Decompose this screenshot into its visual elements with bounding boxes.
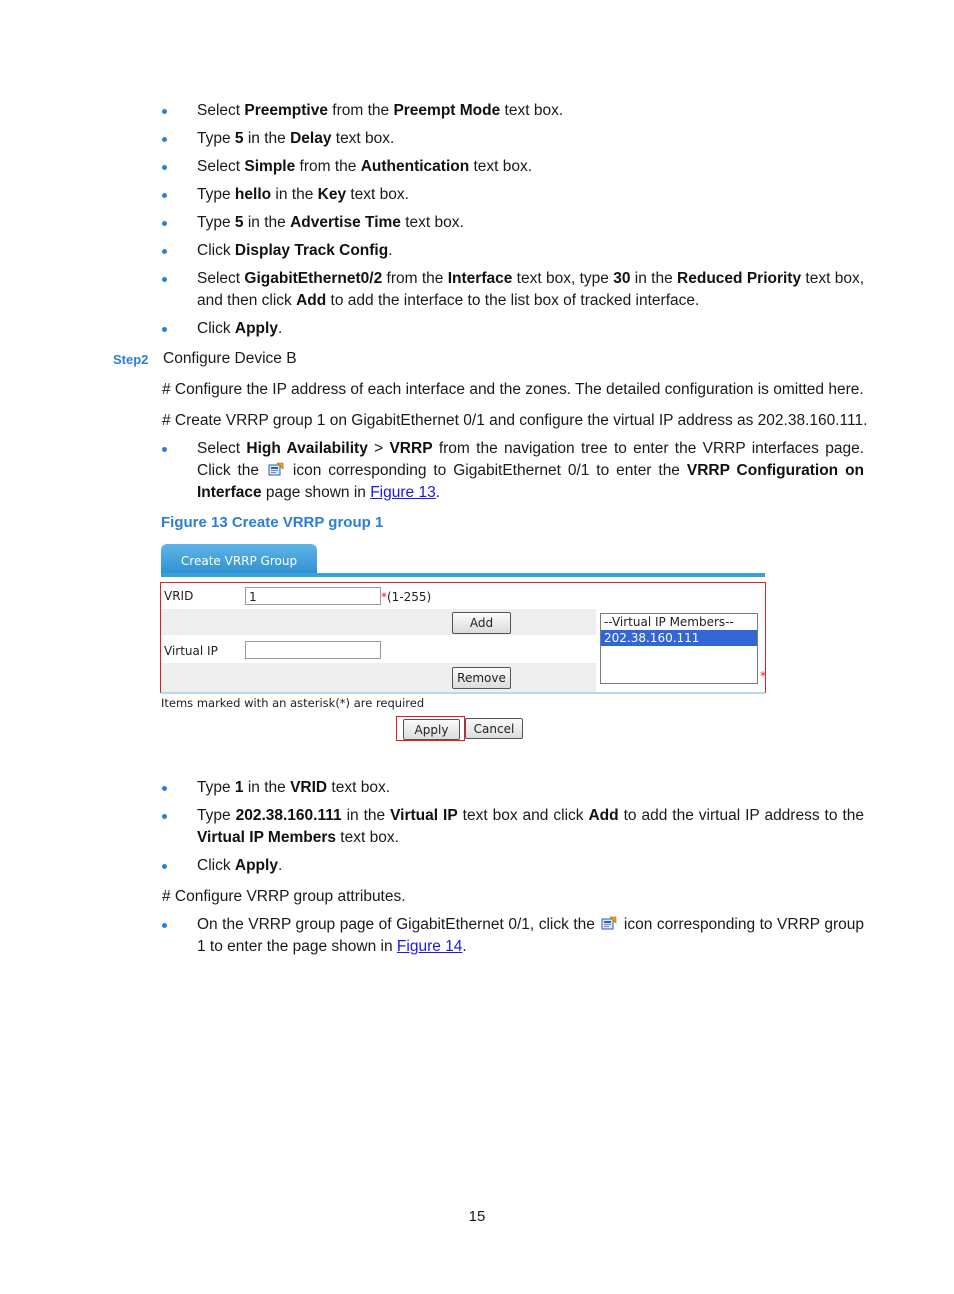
bullet-dot xyxy=(162,786,167,791)
text-run: text box, type xyxy=(512,270,614,287)
text-run: from the xyxy=(382,270,448,287)
bold-term: GigabitEthernet0/2 xyxy=(244,270,383,287)
text-run: Type xyxy=(197,779,235,796)
list-item xyxy=(160,240,864,262)
text-run: Select xyxy=(197,102,245,119)
text-run: from the navigation tree to enter the VRRP interfaces page. Click the xyxy=(197,440,865,479)
figure-link[interactable]: Figure 14 xyxy=(396,938,463,955)
text-run: Click xyxy=(197,320,235,337)
vrid-hint xyxy=(381,590,431,604)
bullet-dot xyxy=(162,447,167,452)
bullet-dot xyxy=(162,249,167,254)
text-run: text box. xyxy=(400,214,464,231)
list-item xyxy=(160,100,864,122)
bold-term: VRRP xyxy=(389,440,433,457)
text-run: to add the interface to the list box of tracked interface. xyxy=(326,292,700,309)
paragraph-configure-ip: # Configure the IP address of each interface and the zones. The detailed configuration is omitted here. xyxy=(162,381,864,398)
bold-term: Apply xyxy=(234,857,278,874)
text-run: On the VRRP group page of GigabitEthernet 0/1, click the xyxy=(197,916,600,933)
bold-term: 30 xyxy=(613,270,631,287)
text-run: in the xyxy=(243,779,291,796)
text-run: Type xyxy=(197,130,235,147)
text-run: page shown in xyxy=(261,484,371,501)
bold-term: Display Track Config xyxy=(234,242,389,259)
virtual-ip-members-listbox[interactable] xyxy=(600,613,758,684)
text-run: to add the virtual IP address to the xyxy=(618,807,864,824)
bold-term: VRRP Configuration on Interface xyxy=(197,462,864,501)
figure-create-vrrp-group xyxy=(160,544,768,744)
bullet-list-figure-steps xyxy=(160,777,864,883)
tab-underline xyxy=(161,573,765,577)
list-item xyxy=(160,805,864,849)
cancel-button[interactable]: Cancel xyxy=(465,718,523,739)
bold-term: Simple xyxy=(244,158,296,175)
required-star: * xyxy=(381,590,387,604)
bold-term: Preemptive xyxy=(244,102,328,119)
bold-term: Virtual IP Members xyxy=(197,829,336,846)
text-run: text box. xyxy=(336,829,399,846)
figure-link[interactable]: Figure 13 xyxy=(370,484,436,501)
bullet-dot xyxy=(162,277,167,282)
list-item xyxy=(160,268,864,312)
text-run: text box and click xyxy=(457,807,589,824)
list-item xyxy=(160,777,864,799)
virtual-ip-input[interactable] xyxy=(245,641,381,659)
bold-term: 1 xyxy=(234,779,244,796)
bold-term: High Availability xyxy=(246,440,368,457)
vrid-input[interactable]: 1 xyxy=(245,587,381,605)
text-run: icon corresponding to VRRP group 1 to enter the page shown in xyxy=(197,916,864,955)
bullet-dot xyxy=(162,165,167,170)
member-option-selected[interactable]: 202.38.160.111 xyxy=(601,630,757,646)
bold-term: Virtual IP xyxy=(390,807,458,824)
text-run: text box, and then click xyxy=(197,270,865,309)
text-run: . xyxy=(277,857,283,874)
text-run: text box. xyxy=(500,102,564,119)
add-button[interactable]: Add xyxy=(452,612,511,634)
bold-term: Interface xyxy=(447,270,513,287)
text-run: in the xyxy=(243,214,291,231)
config-icon xyxy=(268,462,284,477)
bullet-list-device-a xyxy=(160,100,864,346)
list-item xyxy=(160,156,864,178)
list-item xyxy=(160,128,864,150)
config-icon xyxy=(601,916,617,931)
text-run: in the xyxy=(243,130,291,147)
bold-term: Apply xyxy=(234,320,278,337)
bullet-dot xyxy=(162,864,167,869)
text-run: from the xyxy=(327,102,394,119)
text-run: text box. xyxy=(331,130,395,147)
list-item xyxy=(160,318,864,340)
text-run: Click xyxy=(197,857,235,874)
bold-term: Key xyxy=(317,186,347,203)
form-row-band xyxy=(161,663,596,692)
text-run: > xyxy=(367,440,390,457)
list-item xyxy=(160,438,864,504)
bold-term: 5 xyxy=(234,130,244,147)
bullet-dot xyxy=(162,923,167,928)
remove-button[interactable]: Remove xyxy=(452,667,511,689)
bullet-list-navigation xyxy=(160,438,864,510)
text-run: . xyxy=(388,242,393,259)
paragraph-configure-attributes: # Configure VRRP group attributes. xyxy=(162,888,406,905)
list-item xyxy=(160,914,864,958)
bullet-list-group-page xyxy=(160,914,864,964)
page-number: 15 xyxy=(468,1208,486,1225)
text-run: text box. xyxy=(469,158,533,175)
bold-term: Preempt Mode xyxy=(393,102,501,119)
text-run: text box. xyxy=(346,186,409,203)
paragraph-create-vrrp: # Create VRRP group 1 on GigabitEthernet 0/1 and configure the virtual IP address as 202.38.160.111. xyxy=(162,412,868,429)
step-title: Configure Device B xyxy=(163,350,297,367)
text-run: . xyxy=(435,484,440,501)
divider xyxy=(161,692,765,694)
bold-term: Reduced Priority xyxy=(677,270,802,287)
text-run: Click xyxy=(197,242,235,259)
step-label: Step2 xyxy=(113,352,149,367)
required-note: Items marked with an asterisk(*) are required xyxy=(161,696,425,710)
text-run: in the xyxy=(271,186,318,203)
text-run: Type xyxy=(197,807,236,824)
form-box xyxy=(160,582,766,693)
apply-button[interactable]: Apply xyxy=(403,719,460,740)
bold-term: Delay xyxy=(290,130,332,147)
required-star: * xyxy=(760,669,766,683)
form-row-band xyxy=(161,609,596,635)
text-run: Type xyxy=(197,186,235,203)
bullet-dot xyxy=(162,221,167,226)
list-item xyxy=(160,855,864,877)
tab-create-vrrp-group[interactable]: Create VRRP Group xyxy=(161,544,317,574)
bullet-dot xyxy=(162,327,167,332)
text-run: text box. xyxy=(327,779,391,796)
text-run: Type xyxy=(197,214,235,231)
bullet-dot xyxy=(162,137,167,142)
list-item xyxy=(160,184,864,206)
bullet-dot xyxy=(162,193,167,198)
bullet-dot xyxy=(162,109,167,114)
vrid-label: VRID xyxy=(164,589,194,603)
bold-term: Advertise Time xyxy=(290,214,401,231)
text-run: in the xyxy=(341,807,391,824)
bold-term: 5 xyxy=(234,214,244,231)
bold-term: hello xyxy=(234,186,272,203)
text-run: Select xyxy=(197,158,245,175)
text-run: from the xyxy=(295,158,361,175)
members-header-option[interactable]: --Virtual IP Members-- xyxy=(604,615,734,629)
text-run: icon corresponding to GigabitEthernet 0/1 to enter the xyxy=(285,462,687,479)
bold-term: 202.38.160.111 xyxy=(235,807,342,824)
bold-term: Add xyxy=(296,292,327,309)
text-run: . xyxy=(462,938,467,955)
figure-caption: Figure 13 Create VRRP group 1 xyxy=(161,514,384,531)
text-run: Select xyxy=(197,440,247,457)
bold-term: VRID xyxy=(290,779,328,796)
virtual-ip-label: Virtual IP xyxy=(164,644,218,658)
text-run: . xyxy=(277,320,283,337)
text-run: Select xyxy=(197,270,245,287)
bullet-dot xyxy=(162,814,167,819)
vrid-range-hint: (1-255) xyxy=(387,590,432,604)
text-run: in the xyxy=(630,270,678,287)
bold-term: Add xyxy=(588,807,619,824)
bold-term: Authentication xyxy=(360,158,470,175)
list-item xyxy=(160,212,864,234)
